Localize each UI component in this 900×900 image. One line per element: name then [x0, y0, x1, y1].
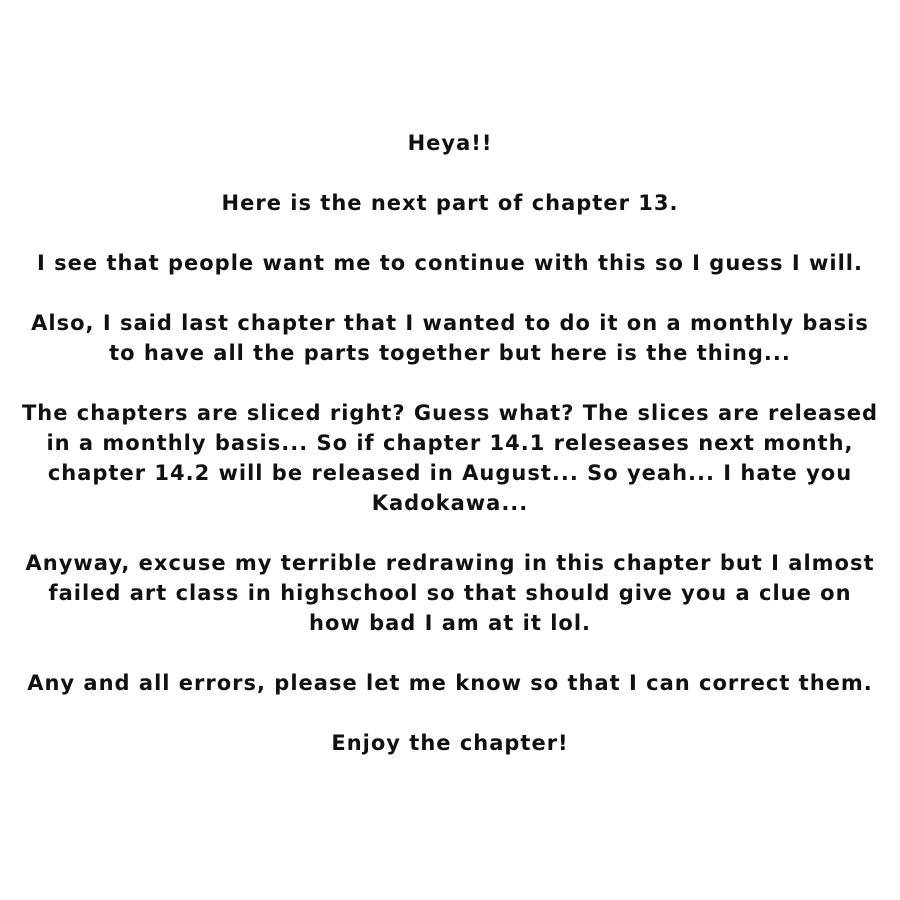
translator-note [20, 128, 880, 788]
paragraph-errors: Any and all errors, please let me know so that I can correct them. [27, 671, 873, 695]
paragraph-chapter-part: Here is the next part of chapter 13. [221, 191, 679, 215]
paragraph-slices: The chapters are sliced right? Guess what? The slices are released in a monthly basis... So if chapter 14.1 releseases next month, chapter 14.2 will be released in August... So yeah... I hate you Kadokawa... [21, 401, 879, 515]
paragraph-continue: I see that people want me to continue with this so I guess I will. [37, 251, 863, 275]
paragraph-redrawing: Anyway, excuse my terrible redrawing in this chapter but I almost failed art class in highschool so that should give you a clue on how bad I am at it lol. [25, 551, 875, 635]
greeting: Heya!! [407, 131, 493, 155]
paragraph-monthly-basis: Also, I said last chapter that I wanted to do it on a monthly basis to have all the parts together but here is the thing... [31, 311, 869, 365]
closing-line: Enjoy the chapter! [331, 731, 569, 755]
